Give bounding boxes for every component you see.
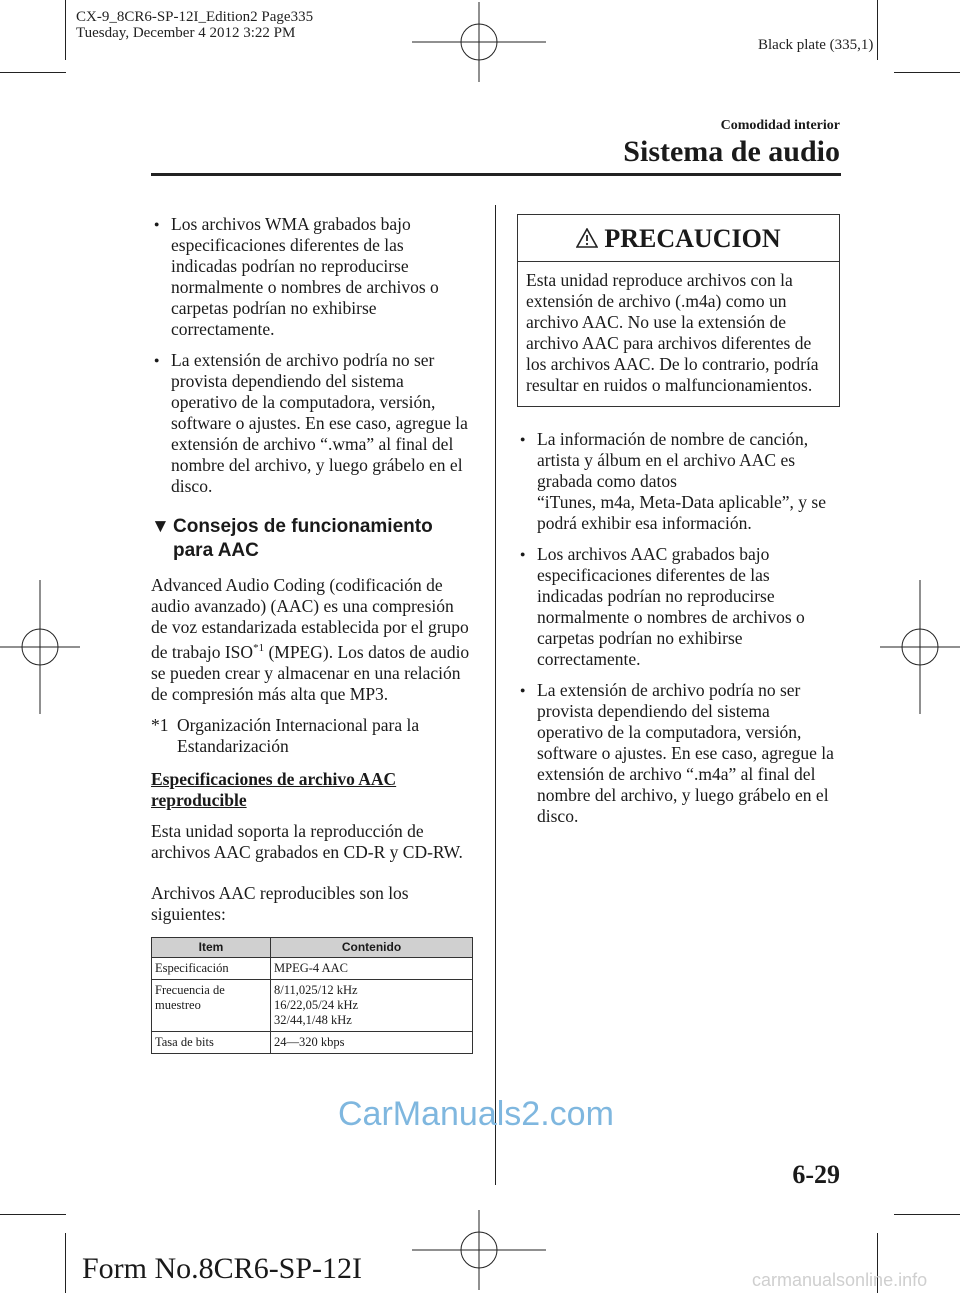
table-cell: Tasa de bits — [152, 1031, 271, 1053]
sample-rate-line: 8/11,025/12 kHz — [274, 982, 358, 997]
crop-mark — [894, 1214, 960, 1215]
files-paragraph: Archivos AAC reproducibles son los siguientes: — [151, 882, 409, 924]
print-job-line-1: CX-9_8CR6-SP-12I_Edition2 Page335 — [76, 9, 314, 25]
registration-mark-icon — [880, 580, 960, 714]
table-row — [152, 979, 473, 1031]
form-number: Form No.8CR6-SP-12I — [82, 1252, 363, 1285]
section-title: Sistema de audio — [623, 135, 840, 168]
registration-mark-icon — [412, 1210, 546, 1290]
column-header: Contenido — [271, 937, 473, 957]
print-job-line-2: Tuesday, December 4 2012 3:22 PM — [76, 25, 296, 41]
caution-header — [518, 215, 839, 262]
table-cell: MPEG-4 AAC — [271, 957, 473, 979]
table-header-row — [152, 937, 473, 957]
table-cell — [271, 979, 473, 1031]
sample-rate-line: 16/22,05/24 kHz — [274, 997, 359, 1012]
list-item: ● La información de nombre de canción, artista y álbum en el archivo AAC es grabada como datos “iTunes, m4a, Meta-Data aplicable”, y se podrá exhibir esa información. — [517, 429, 840, 534]
section-heading — [151, 515, 473, 563]
crop-mark — [894, 72, 960, 73]
watermark-logo: CarManuals2.com — [338, 1095, 614, 1133]
list-item: ● La extensión de archivo podría no ser provista dependiendo del sistema operativo de la computadora, versión, software o ajustes. En ese caso, agregue la extensión de archivo “.m4a” al final del nombre del archivo, y luego grábelo en el disco. — [517, 680, 840, 827]
warning-triangle-icon — [576, 228, 598, 248]
crop-mark — [65, 0, 66, 60]
support-paragraph: Esta unidad soporta la reproducción de archivos AAC grabados en CD-R y CD-RW. — [151, 820, 463, 862]
watermark-site: carmanualsonline.info — [752, 1270, 928, 1290]
footnote-mark: *1 — [151, 714, 169, 735]
caution-text: Esta unidad reproduce archivos con la extensión de archivo (.m4a) como un archivo AAC. No use la extensión de archivo AAC para archivos diferentes de los archivos AAC. De lo contrario, podría resultar en ruidos o malfuncionamientos. — [526, 270, 819, 395]
heading-text: Consejos de funcionamiento para AAC — [173, 516, 433, 561]
caution-title: PRECAUCION — [604, 223, 781, 253]
list-item: ● Los archivos AAC grabados bajo especificaciones diferentes de las indicadas podrían no reproducirse normalmente o nombres de archivos o carpetas podrían no exhibirse correctamente. — [517, 544, 840, 670]
footnote — [151, 715, 473, 757]
table-cell: Frecuencia de muestreo — [152, 979, 271, 1031]
triangle-marker-icon: ▼ — [151, 516, 170, 537]
registration-mark-icon — [412, 2, 546, 82]
black-plate-label: Black plate (335,1) — [758, 37, 874, 53]
table-cell: 24—320 kbps — [271, 1031, 473, 1053]
list-item: ● La extensión de archivo podría no ser provista dependiendo del sistema operativo de la computadora, versión, software o ajustes. En ese caso, agregue la extensión de archivo “.wma” al final del nombre del archivo, y luego grábelo en el disco. — [151, 350, 473, 497]
table-row — [152, 1031, 473, 1053]
footnote-text: Organización Internacional para la Estandarización — [177, 714, 420, 756]
header-rule — [151, 173, 841, 176]
crop-mark — [65, 1233, 66, 1293]
page-number: 6-29 — [792, 1160, 840, 1189]
registration-mark-icon — [0, 580, 80, 714]
intro-paragraph: Advanced Audio Coding (codificación de audio avanzado) (AAC) es una compresión de voz estandarizada establecida por el grupo de trabajo ISO$^{*1}$ (MPEG). Los datos de audio se pueden crear y almacenar en una relación de compresión más alta que MP3. — [151, 575, 470, 704]
list-item: ● Los archivos WMA grabados bajo especificaciones diferentes de las indicadas podrían no reproducirse normalmente o nombres de archivos o carpetas podrían no exhibirse correctamente. — [151, 214, 473, 340]
crop-mark — [0, 72, 66, 73]
table-cell: Especificación — [152, 957, 271, 979]
caution-box — [517, 214, 840, 407]
crop-mark — [0, 1214, 66, 1215]
column-divider — [495, 205, 496, 1185]
footnote-reference: *1 — [253, 642, 265, 654]
aac-spec-table — [151, 937, 473, 1054]
section-category: Comodidad interior — [720, 118, 840, 133]
left-column — [151, 214, 473, 1054]
subheading: Especificaciones de archivo AAC reproducible — [151, 768, 397, 810]
column-header: Item — [152, 937, 271, 957]
table-row — [152, 957, 473, 979]
sample-rate-line: 32/44,1/48 kHz — [274, 1012, 352, 1027]
crop-mark — [877, 0, 878, 60]
right-column — [517, 214, 840, 837]
